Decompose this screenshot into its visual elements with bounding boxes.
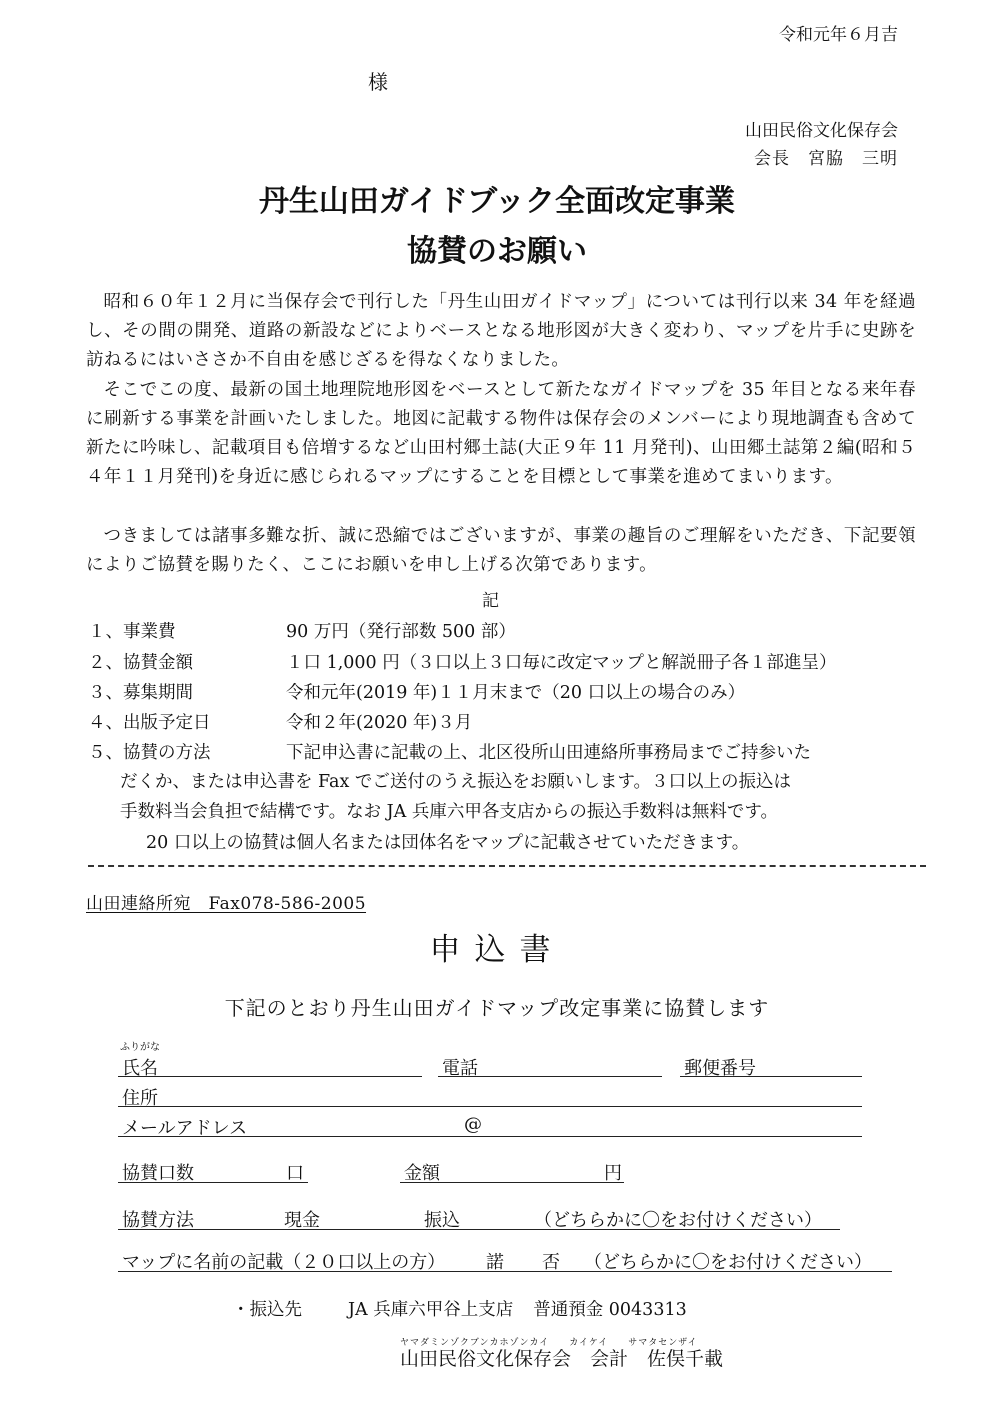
method-continuation-2: 手数料当会負担で結構です。なお JA 兵庫六甲各支店からの振込手数料は無料です。 xyxy=(120,802,778,822)
addressee-suffix: 様 xyxy=(368,70,388,94)
method-underline xyxy=(118,1229,840,1230)
furigana-label: ふりがな xyxy=(120,1042,160,1053)
form-subtitle: 下記のとおり丹生山田ガイドマップ改定事業に協賛します xyxy=(224,996,770,1020)
address-field[interactable] xyxy=(118,1106,862,1107)
phone-field[interactable] xyxy=(438,1076,662,1077)
body-paragraph-1: 昭和６０年１２月に当保存会で刊行した「丹生山田ガイドマップ」については刊行以来 34 年を経過し、その間の開発、道路の新設などによりベースとなる地形図が大きく変わり、マップを片手に史跡を訪ねるにはいささか不自由を感じざるを得なくなりました。 xyxy=(86,292,916,370)
bank-transfer-info xyxy=(232,1296,687,1321)
map-name-underline xyxy=(118,1271,892,1272)
item-label: ４、出版予定日 xyxy=(88,713,211,733)
item-value: 令和２年(2020 年)３月 xyxy=(286,713,473,733)
form-title: 申込書 xyxy=(429,932,565,968)
postal-field[interactable] xyxy=(680,1076,862,1077)
option-cash[interactable]: 現金 xyxy=(284,1210,320,1231)
option-yes[interactable]: 諾 xyxy=(486,1252,504,1273)
bank-name: JA 兵庫六甲谷上支店 xyxy=(348,1300,514,1320)
sender-president: 会長 宮脇 三明 xyxy=(754,149,898,169)
item-budget xyxy=(88,618,516,643)
name-field[interactable] xyxy=(118,1076,422,1077)
units-field[interactable] xyxy=(118,1182,308,1183)
address-label: 住所 xyxy=(122,1088,158,1109)
amount-suffix: 円 xyxy=(604,1163,622,1184)
choose-note-map: （どちらかに〇をお付けください） xyxy=(584,1252,872,1273)
signature: 山田民俗文化保存会 会計 佐俣千載 xyxy=(400,1348,724,1370)
method-continuation-1: だくか、または申込書を Fax でご送付のうえ振込をお願いします。３口以上の振込は xyxy=(120,772,791,792)
item-label: ５、協賛の方法 xyxy=(88,743,211,763)
email-at: @ xyxy=(464,1114,482,1135)
amount-label: 金額 xyxy=(404,1163,440,1184)
document-subtitle: 協賛のお願い xyxy=(407,234,587,269)
amount-field[interactable] xyxy=(400,1182,624,1183)
bank-account: 普通預金 0043313 xyxy=(533,1300,687,1320)
item-label: １、事業費 xyxy=(88,622,176,642)
item-value: 下記申込書に記載の上、北区役所山田連絡所事務局までご持参いた xyxy=(286,743,811,763)
item-method xyxy=(88,739,811,764)
ki-heading: 記 xyxy=(482,591,499,611)
email-field[interactable] xyxy=(118,1136,862,1137)
item-label: ２、協賛金額 xyxy=(88,653,193,673)
document-date: 令和元年６月吉 xyxy=(779,25,898,45)
sender-organization: 山田民俗文化保存会 xyxy=(745,121,898,141)
signature-kana: ヤマダミンゾクブンカホゾンカイ カイケイ サマタセンザイ xyxy=(400,1338,698,1348)
body-paragraph-2: そこでこの度、最新の国土地理院地形図をベースとして新たなガイドマップを 35 年目となる来年春に刷新する事業を計画いたしました。地図に記載する物件は保存会のメンバーにより現地調査も含めて新たに吟味し、記載項目も倍増するなど山田村郷土誌(大正９年 11 月発刊)、山田郷土誌第２編(昭和５４年１１月発刊)を身近に感じられるマップにすることを目標として事業を進めてまいります。 xyxy=(86,380,916,487)
units-suffix: 口 xyxy=(286,1163,304,1184)
body-paragraph-3: つきましては諸事多難な折、誠に恐縮ではございますが、事業の趣旨のご理解をいただき、下記要領によりご協賛を賜りたく、ここにお願いを申し上げる次第であります。 xyxy=(86,526,916,575)
map-name-label: マップに名前の記載（２０口以上の方） xyxy=(122,1252,446,1273)
cut-line xyxy=(88,865,926,867)
item-value: 90 万円（発行部数 500 部） xyxy=(286,622,516,642)
phone-label: 電話 xyxy=(442,1058,478,1079)
choose-note-method: （どちらかに〇をお付けください） xyxy=(534,1210,822,1231)
item-value: １口 1,000 円（３口以上３口毎に改定マップと解説冊子各１部進呈） xyxy=(286,653,837,673)
item-sponsorship-amount xyxy=(88,649,837,674)
item-value: 令和元年(2019 年)１１月末まで（20 口以上の場合のみ） xyxy=(286,683,746,703)
item-period xyxy=(88,679,745,704)
option-transfer[interactable]: 振込 xyxy=(424,1210,460,1231)
method-label: 協賛方法 xyxy=(122,1210,194,1231)
units-label: 協賛口数 xyxy=(122,1163,194,1184)
fax-destination: 山田連絡所宛 Fax078-586-2005 xyxy=(86,894,367,914)
item-label: ３、募集期間 xyxy=(88,683,193,703)
document-title: 丹生山田ガイドブック全面改定事業 xyxy=(258,184,736,219)
item-publication-date xyxy=(88,709,472,734)
postal-label: 郵便番号 xyxy=(684,1058,756,1079)
option-no[interactable]: 否 xyxy=(542,1252,560,1273)
email-label: メールアドレス xyxy=(122,1118,248,1139)
bank-label: ・振込先 xyxy=(232,1300,302,1320)
name-label: 氏名 xyxy=(122,1058,158,1079)
method-continuation-3: 20 口以上の協賛は個人名または団体名をマップに記載させていただきます。 xyxy=(146,833,750,853)
